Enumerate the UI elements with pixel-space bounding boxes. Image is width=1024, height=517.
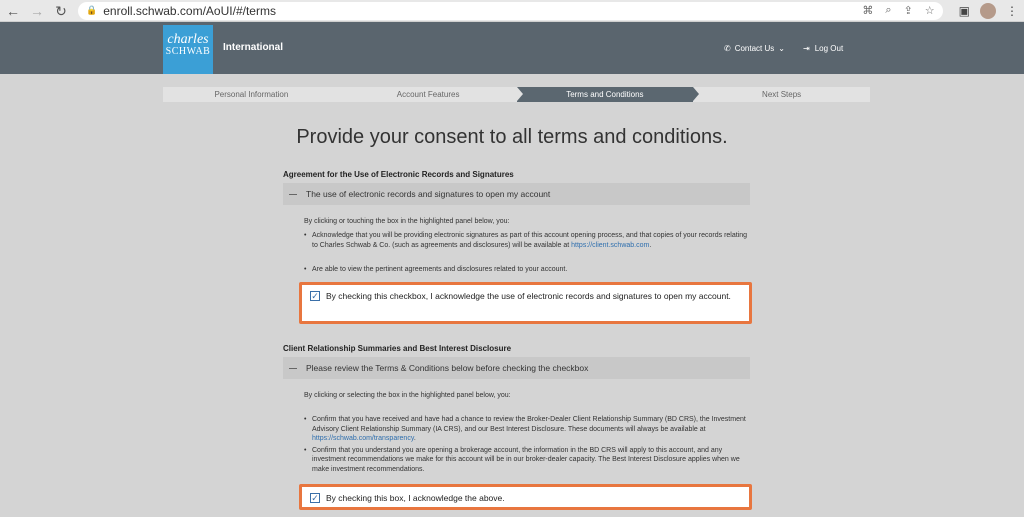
- bookmark-star-icon[interactable]: ☆: [924, 5, 935, 17]
- list-item: • Confirm that you understand you are opening a brokerage account, the information in the BD CRS will apply to this account, and any investment recommendations we make for this account will be in our broker-dealer capacity. The Best Interest Disclosure applies when we make investment recommendations.: [304, 446, 749, 475]
- list-item: • Confirm that you have received and have had a chance to review the Broker-Dealer Client Relationship Summary (BD CRS), the Investment Advisory Client Relationship Summary (IA CRS), and our Best Interest Disclosure. These documents will always be available at https://schwab.com/transparency.: [304, 415, 749, 444]
- logout-link[interactable]: [803, 44, 843, 53]
- share-icon[interactable]: ⇪: [903, 5, 913, 17]
- profile-avatar[interactable]: [980, 3, 996, 19]
- section1-intro: By clicking or touching the box in the highlighted panel below, you:: [304, 218, 510, 225]
- logout-label: Log Out: [814, 44, 844, 53]
- panel-client-relationship[interactable]: Please review the Terms & Conditions below before checking the checkbox: [283, 357, 750, 379]
- site-header: [0, 22, 1024, 74]
- page-title: Provide your consent to all terms and conditions.: [296, 126, 728, 148]
- acknowledge-consent-text: By checking this box, I acknowledge the above.: [326, 493, 505, 503]
- list-item: • Acknowledge that you will be providing electronic signatures as part of this account opening process, and that copies of your records relating to Charles Schwab & Co. (such as agreements and disclosures) will be available at https://client.schwab.com.: [304, 231, 749, 250]
- acknowledge-checkbox[interactable]: ✓: [311, 492, 319, 503]
- contact-us-menu[interactable]: [724, 44, 785, 53]
- reload-icon[interactable]: ↻: [55, 2, 67, 19]
- address-bar[interactable]: [78, 2, 943, 20]
- forward-icon[interactable]: →: [30, 2, 44, 19]
- progress-steps: [163, 87, 870, 102]
- transparency-link[interactable]: https://schwab.com/transparency: [312, 435, 414, 442]
- section1-bullets: [304, 231, 749, 250]
- chevron-down-icon: ⌄: [778, 44, 785, 53]
- client-schwab-link[interactable]: https://client.schwab.com: [571, 241, 650, 249]
- region-label: International: [223, 42, 284, 53]
- browser-toolbar: [0, 0, 1024, 22]
- schwab-logo[interactable]: charles SCHWAB: [163, 25, 213, 74]
- list-item: • Are able to view the pertinent agreements and disclosures related to your account.: [304, 265, 749, 275]
- electronic-records-checkbox[interactable]: ✓: [311, 290, 319, 301]
- step-next-steps: Next Steps: [693, 87, 870, 102]
- zoom-icon[interactable]: ⌕: [885, 4, 892, 16]
- section-heading-client-relationship: Client Relationship Summaries and Best Interest Disclosure: [283, 344, 512, 353]
- side-panel-icon[interactable]: ▣: [958, 3, 970, 18]
- phone-icon: ✆: [724, 44, 731, 53]
- collapse-icon: [289, 368, 297, 369]
- menu-kebab-icon[interactable]: ⋮: [1006, 3, 1018, 18]
- section-heading-electronic-records: Agreement for the Use of Electronic Records and Signatures: [283, 170, 514, 179]
- step-account-features: Account Features: [340, 87, 517, 102]
- back-icon[interactable]: ←: [6, 2, 20, 19]
- url-text: enroll.schwab.com/AoUI/#/terms: [103, 3, 276, 18]
- panel-electronic-records[interactable]: The use of electronic records and signatures to open my account: [283, 183, 750, 205]
- section2-intro: By clicking or selecting the box in the highlighted panel below, you:: [304, 392, 511, 399]
- contact-us-label: Contact Us: [734, 44, 775, 53]
- step-terms-and-conditions: Terms and Conditions: [517, 87, 694, 102]
- section1-bullets-2: [304, 265, 749, 275]
- electronic-records-consent-text: By checking this checkbox, I acknowledge the use of electronic records and signatures to open my account.: [326, 291, 731, 301]
- consent-panel-client-relationship[interactable]: [299, 484, 752, 510]
- section2-bullets: [304, 415, 749, 474]
- consent-panel-electronic-records[interactable]: [299, 282, 752, 324]
- translate-icon[interactable]: ⌘: [862, 5, 874, 17]
- lock-icon: 🔒: [86, 5, 98, 15]
- collapse-icon: [289, 194, 297, 195]
- logout-icon: ⇥: [803, 44, 810, 53]
- step-personal-information: Personal Information: [163, 87, 340, 102]
